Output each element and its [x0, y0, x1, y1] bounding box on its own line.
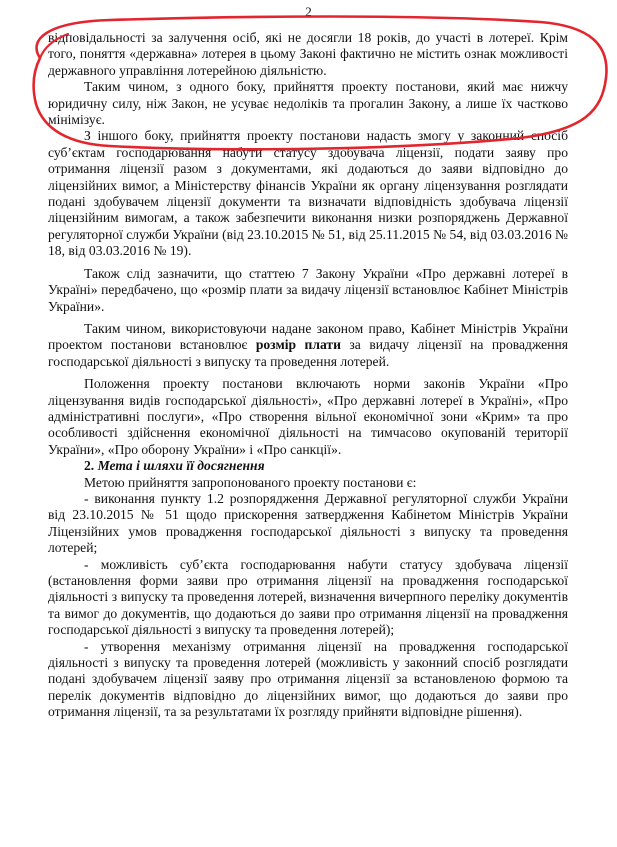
section-intro: Метою прийняття запропонованого проекту постанови є: [84, 474, 417, 490]
paragraph-conclusion-one: Таким чином, з одного боку, прийняття проекту постанови, який має нижчу юридичну силу, ніж Закон, не усуває недоліків та прогалин Закону, а лише їх частково мінімізує. [48, 79, 568, 128]
paragraph-article-7: Також слід зазначити, що статтею 7 Закону України «Про державні лотереї в Україні» передбачено, що «розмір плати за видачу ліцензії встановлює Кабінет Міністрів України». [48, 265, 568, 314]
list-item: - утворення механізму отримання ліцензії на провадження господарської діяльності з випуску та проведення лотерей (можливість у законний спосіб розглядати подані здобувачем ліцензії заяву про отримання ліцензії за встановленою формою та перелік документів відповідно до ліцензійних вимог, що додаються до заяви про отримання ліцензії, та за результатами їх розгляду прийняти відповідне рішення). [48, 638, 568, 720]
paragraph-liability: відповідальності за залучення осіб, які не досягли 18 років, до участі в лотереї. Крім того, поняття «державна» лотерея в цьому Законі фактично не містить ознак можливості державного управління лотерейною діяльністю. [48, 30, 568, 78]
paragraph-other-side: З іншого боку, прийняття проекту постанови надасть змогу у законний спосіб суб’єктам господарювання набути статусу здобувача ліцензії, подати заяву про отримання ліцензії разом з документами, які додаються до заяви відповідно до ліцензійних вимог, а Міністерству фінансів України як органу ліцензування розглядати подані здобувачем ліцензії документи та визначати відповідність здобувача ліцензії ліцензійним вимогам, а також забезпечити виконання низки розпоряджень Державної регуляторної служби України (від 23.10.2015 № 51, від 25.11.2015 № 54, від 03.03.2016 № 18, від 03.03.2016 № 19). [48, 128, 568, 259]
fee-text-before: Таким чином, використовуючи надане законом право, Кабінет Міністрів України проектом постанови встановлює [48, 320, 568, 353]
paragraph-fee-setting [48, 321, 568, 370]
list-item: - можливість суб’єкта господарювання набути статусу здобувача ліцензії (встановлення форми заяви про отримання ліцензії на провадження господарської діяльності з випуску та проведення лотерей, визначення вичерпного переліку документів та вимог до документів, що додаються до заяви про отримання ліцензії на провадження господарської діяльності з випуску та проведення лотерей); [48, 556, 568, 638]
fee-text-after: за видачу ліцензії на провадження господарської діяльності з випуску та проведення лотерей. [48, 337, 568, 369]
section-title: Мета і шляхи її досягнення [97, 458, 265, 474]
page-number: 2 [305, 4, 312, 19]
document-body [48, 30, 568, 721]
fee-emphasis: розмір плати [255, 337, 341, 353]
section-number: 2. [84, 458, 95, 474]
list-item: - виконання пункту 1.2 розпорядження Державної регуляторної служби України від 23.10.2015 № 51 щодо прискорення затвердження Кабінетом Міністрів України Ліцензійних умов провадження господарської діяльності з випуску та проведення лотерей; [48, 490, 568, 556]
paragraph-laws-list: Положення проекту постанови включають норми законів України «Про ліцензування видів господарської діяльності», «Про державні лотереї в Україні», «Про адміністративні послуги», «Про створення вільної економічної зони «Крим» та про особливості здійснення економічної діяльності на тимчасово окупованій території України», «Про оборону України» і «Про санкції». [48, 376, 568, 457]
section-heading [48, 458, 568, 474]
